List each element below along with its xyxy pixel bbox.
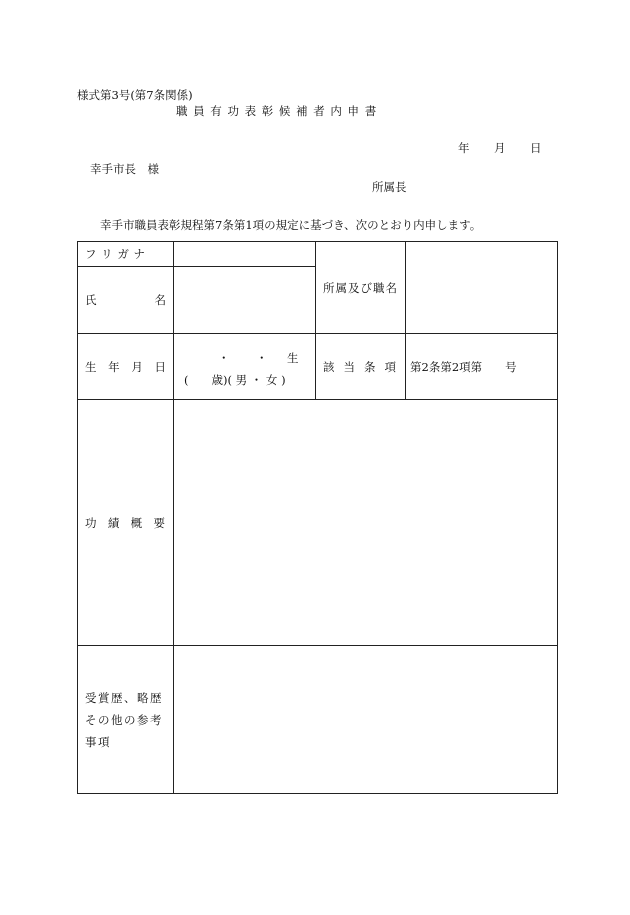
date-day-label: 日 [530, 141, 542, 155]
sender-label: 所属長 [372, 180, 407, 194]
clause-value: 第2条第2項第 号 [410, 359, 517, 374]
furigana-label: ガ [117, 247, 129, 261]
form-number: 様式第3号(第7条関係) [77, 88, 193, 102]
achievement-input[interactable] [174, 400, 558, 646]
furigana-input[interactable] [174, 242, 316, 267]
furigana-label: リ [101, 247, 113, 261]
clause-label: 当 [343, 359, 355, 374]
name-label: 名 [154, 293, 166, 307]
clause-input[interactable] [406, 334, 558, 400]
awards-label-line: その他の参考 [85, 712, 163, 727]
clause-label: 条 [364, 359, 376, 374]
achievement-label: 績 [107, 515, 120, 530]
birth-input[interactable] [174, 334, 316, 400]
furigana-label: フ [85, 247, 97, 261]
birth-separator: ・ [218, 350, 230, 365]
name-label: 氏 [85, 293, 97, 307]
achievement-label: 要 [153, 515, 165, 530]
name-input[interactable] [174, 267, 316, 334]
date-year-label: 年 [458, 141, 470, 155]
age-gender-line: ( 歳)( 男 ・ 女 ) [184, 372, 286, 387]
birth-label: 月 [131, 359, 143, 374]
intro-text: 幸手市職員表彰規程第7条第1項の規定に基づき、次のとおり内申します。 [100, 218, 482, 232]
affiliation-label-cell [316, 242, 406, 334]
clause-label-cell [316, 334, 406, 400]
affiliation-input[interactable] [406, 242, 558, 334]
birth-label: 年 [108, 359, 120, 374]
birth-separator: ・ [256, 350, 268, 365]
birth-label-cell [78, 334, 174, 400]
clause-label: 項 [384, 359, 396, 374]
birth-label: 日 [154, 359, 166, 374]
birth-suffix: 生 [287, 350, 299, 365]
furigana-label: ナ [133, 247, 145, 261]
name-label-cell [78, 267, 174, 334]
furigana-label-cell [78, 242, 174, 267]
birth-label: 生 [85, 359, 97, 374]
affiliation-label: 所属及び職名 [323, 280, 398, 295]
awards-input[interactable] [174, 646, 558, 794]
application-form-table [77, 241, 558, 794]
document-title: 職 員 有 功 表 彰 候 補 者 内 申 書 [176, 104, 378, 118]
awards-label-line: 受賞歴、略歴 [85, 690, 163, 705]
achievement-label-cell [78, 400, 174, 646]
achievement-label: 概 [130, 515, 143, 530]
addressee: 幸手市長 様 [90, 162, 159, 176]
awards-label-line: 事項 [85, 734, 111, 749]
awards-label-cell [78, 646, 174, 794]
date-month-label: 月 [494, 141, 506, 155]
clause-label: 該 [323, 359, 335, 374]
achievement-label: 功 [85, 515, 97, 530]
